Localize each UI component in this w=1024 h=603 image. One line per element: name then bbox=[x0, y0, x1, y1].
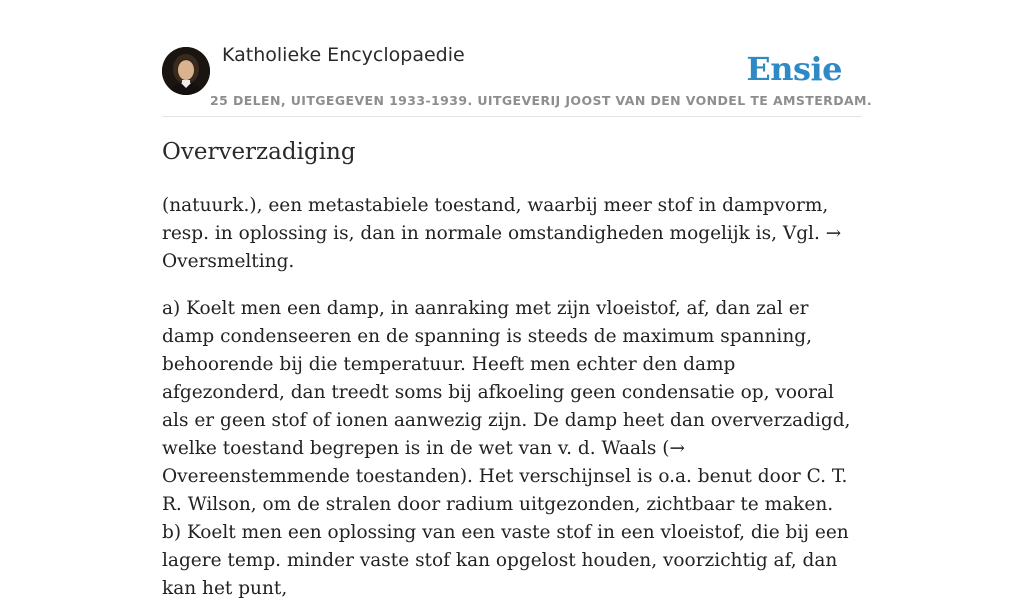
cross-reference-link[interactable]: → Oversmelting. bbox=[162, 223, 842, 272]
article-paragraph bbox=[162, 519, 862, 603]
article-paragraph bbox=[162, 192, 862, 276]
page bbox=[162, 0, 873, 599]
portrait-avatar-icon[interactable] bbox=[162, 47, 210, 95]
article-body bbox=[162, 192, 862, 603]
article-paragraph bbox=[162, 295, 862, 519]
article-title: Oververzadiging bbox=[162, 139, 356, 165]
site-header bbox=[162, 0, 873, 117]
paragraph-text: a) Koelt men een damp, in aanraking met zijn vloeistof, af, dan zal er damp condenseeren en de spanning is steeds de maximum spanning, behoorende bij die temperatuur. Heeft men echter den damp afgezonderd, dan treedt soms bij afkoeling geen condensatie op, vooral als er geen stof of ionen aanwezig zijn. De damp heet dan oververzadigd, welke toestand begrepen is in de wet van v. d. Waals ( bbox=[162, 298, 851, 459]
paragraph-text: (natuurk.), een metastabiele toestand, waarbij meer stof in dampvorm, resp. in oplossing is, dan in normale omstandigheden mogelijk is, Vgl. bbox=[162, 195, 829, 244]
brand-logo[interactable]: Ensie bbox=[746, 50, 842, 88]
site-subtitle: 25 DELEN, UITGEGEVEN 1933-1939. UITGEVERIJ JOOST VAN DEN VONDEL TE AMSTERDAM. bbox=[210, 93, 873, 108]
cross-reference-link[interactable]: → Overeenstemmende toestanden bbox=[162, 438, 686, 487]
site-title[interactable]: Katholieke Encyclopaedie bbox=[222, 44, 465, 66]
paragraph-text: b) Koelt men een oplossing van een vaste stof in een vloeistof, die bij een lagere temp. minder vaste stof kan opgelost houden, voorzichtig af, dan kan het punt, bbox=[162, 522, 849, 599]
paragraph-text: ). Het verschijnsel is o.a. benut door C. T. R. Wilson, om de stralen door radium uitgezonden, zichtbaar te maken. bbox=[162, 466, 848, 515]
